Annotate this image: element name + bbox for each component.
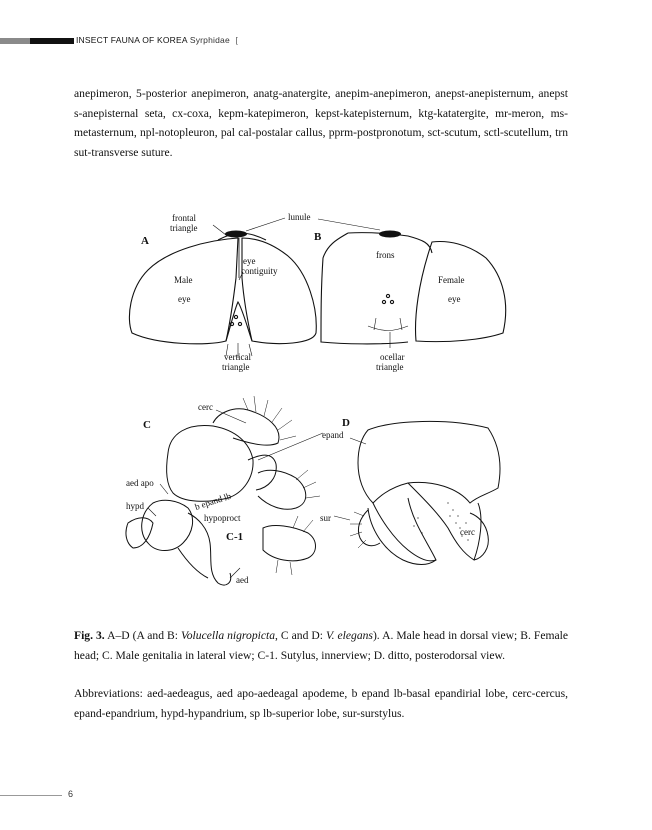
label-frons: frons [376,250,395,260]
caption-text-2: , C and D: [275,629,327,642]
label-b-epand-lb: b epand lb [193,490,233,512]
panel-d-label: D [342,417,350,429]
panel-a-drawing [129,233,316,356]
running-header [76,35,238,45]
caption-species-2: V. elegans [326,629,373,642]
footer-rule [0,795,62,796]
label-aed: aed [236,575,249,585]
caption-species-1: Volucella nigropicta [180,629,275,642]
header-mark: [ [235,35,239,45]
label-epand: epand [322,430,344,440]
panel-d-drawing [358,421,500,564]
label-vertical-triangle: triangle [222,362,250,372]
panel-d-leaders [334,438,366,520]
label-cerc-d: cerc [460,527,475,537]
label-male-eye: eye [178,294,191,304]
figure-caption [74,626,568,665]
label-male: Male [174,275,193,285]
caption-fig-label: Fig. 3. [74,629,105,642]
panel-b-label: B [314,231,322,243]
label-ocellar-triangle: triangle [376,362,404,372]
panel-b-drawing [321,233,506,344]
panel-b-leaders [318,219,390,348]
label-female: Female [438,275,465,285]
label-eye-contiguity-2: contiguity [241,266,278,276]
panel-c1-label: C-1 [226,531,244,543]
label-cerc: cerc [198,402,213,412]
label-frontal: frontal [172,213,196,223]
panel-c-hairs [243,396,320,575]
label-aed-apo: aed apo [126,478,154,488]
header-family: Syrphidae [189,35,230,45]
abbreviations: Abbreviations: aed-aedeagus, aed apo-aedeagal apodeme, b epand lb-basal epandirial lobe, cerc-cercus, epand-epandrium, hypd-hypandrium, sp lb-superior lobe, sur-surstylus. [74,687,568,720]
label-ocellar: ocellar [380,352,405,362]
label-frontal-triangle: triangle [170,223,198,233]
lunule-a [225,231,247,238]
label-hypd: hypd [126,501,144,511]
header-title: INSECT FAUNA OF KOREA [76,35,188,45]
header-bar-black [30,38,74,44]
caption-text-3: ). A. Male head in dorsal view; B. Female head; C. Male genitalia in lateral view; C-1. Sutylus, innerview; D. ditto, posterodorsal view. [74,629,568,662]
lunule-b [379,231,401,238]
label-lunule: lunule [288,212,311,222]
panel-a-label: A [141,235,149,247]
label-eye-contiguity-1: eye [243,256,256,266]
label-vertical: vertical [224,352,251,362]
figure-3 [118,198,530,603]
caption-text-1: A–D (A and B: [104,629,181,642]
label-sur: sur [320,513,331,523]
page-number: 6 [68,789,74,799]
panel-c-label: C [143,419,151,431]
body-paragraph: anepimeron, 5-posterior anepimeron, anatg-anatergite, anepim-anepimeron, anepst-anepisternum, anepst s-anepisternal seta, cx-coxa, kepm-katepimeron, kepst-katepisternum, ktg-katatergite, mr-meron, ms-metasternum, npl-notopleuron, pal cal-postalar callus, pprm-postpronotum, sct-scutum, sctl-scutellum, trn sut-transverse suture. [74,87,568,159]
label-hypoproct: hypoproct [204,513,241,523]
label-female-eye: eye [448,294,461,304]
